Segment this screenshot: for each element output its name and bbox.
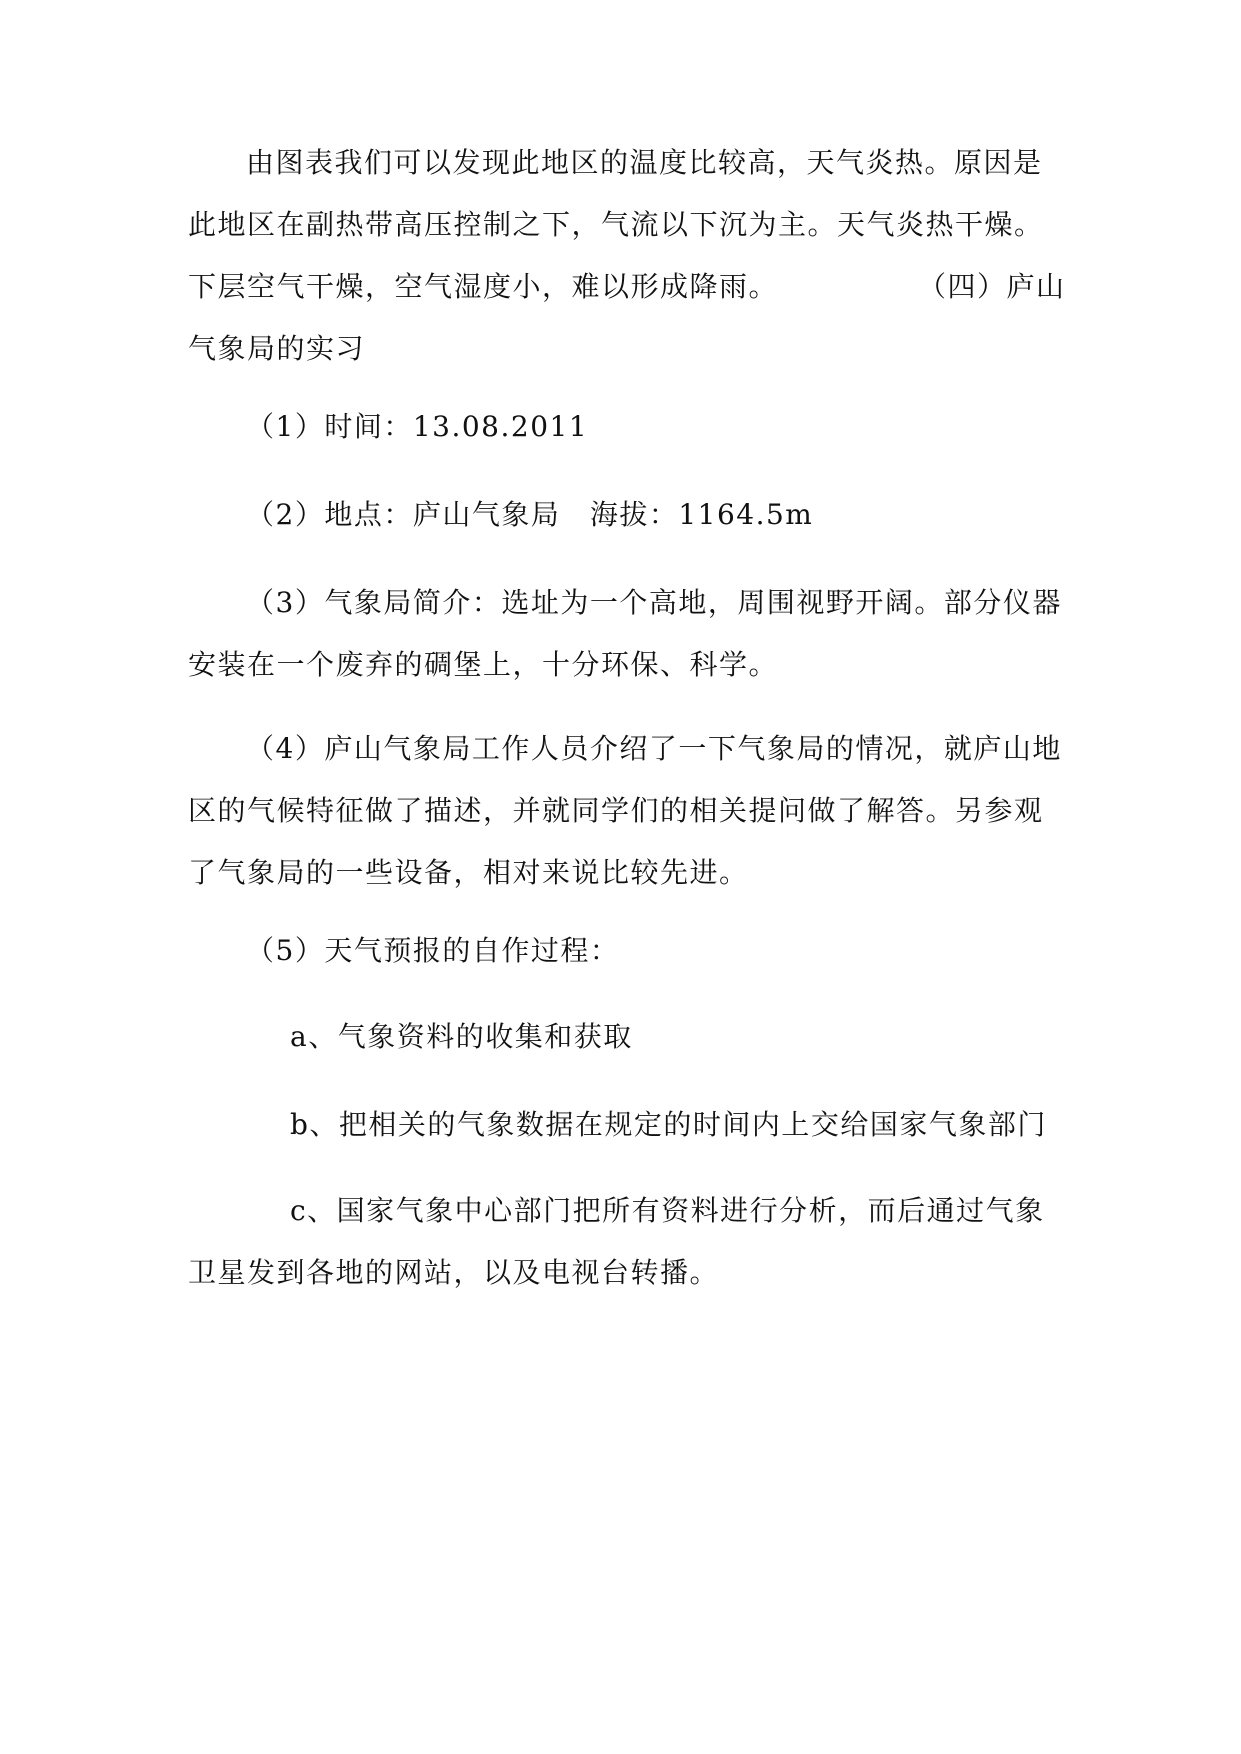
step-a: a、气象资料的收集和获取 xyxy=(290,1020,633,1053)
step-c: c、国家气象中心部门把所有资料进行分析，而后通过气象卫星发到各地的网站，以及电视台转播。 xyxy=(188,1194,1045,1289)
item-time: （1）时间：13.08.2011 xyxy=(246,410,589,443)
item-forecast-process: （5）天气预报的自作过程： xyxy=(246,934,620,967)
body-paragraph-climate xyxy=(188,132,1068,380)
climate-analysis-text: 由图表我们可以发现此地区的温度比较高，天气炎热。原因是此地区在副热带高压控制之下，气流以下沉为主。天气炎热干燥。下层空气干燥，空气湿度小，难以形成降雨。 xyxy=(188,146,1044,303)
item-location: （2）地点：庐山气象局 海拔：1164.5m xyxy=(246,498,814,531)
item-staff-introduction: （4）庐山气象局工作人员介绍了一下气象局的情况，就庐山地区的气候特征做了描述，并就同学们的相关提问做了解答。另参观了气象局的一些设备，相对来说比较先进。 xyxy=(188,732,1062,889)
item-station-intro: （3）气象局简介：选址为一个高地，周围视野开阔。部分仪器安装在一个废弃的碉堡上，十分环保、科学。 xyxy=(188,586,1062,681)
step-b: b、把相关的气象数据在规定的时间内上交给国家气象部门 xyxy=(290,1108,1047,1141)
section-heading-lushan: （四）庐山气象局的实习 xyxy=(188,270,1066,365)
